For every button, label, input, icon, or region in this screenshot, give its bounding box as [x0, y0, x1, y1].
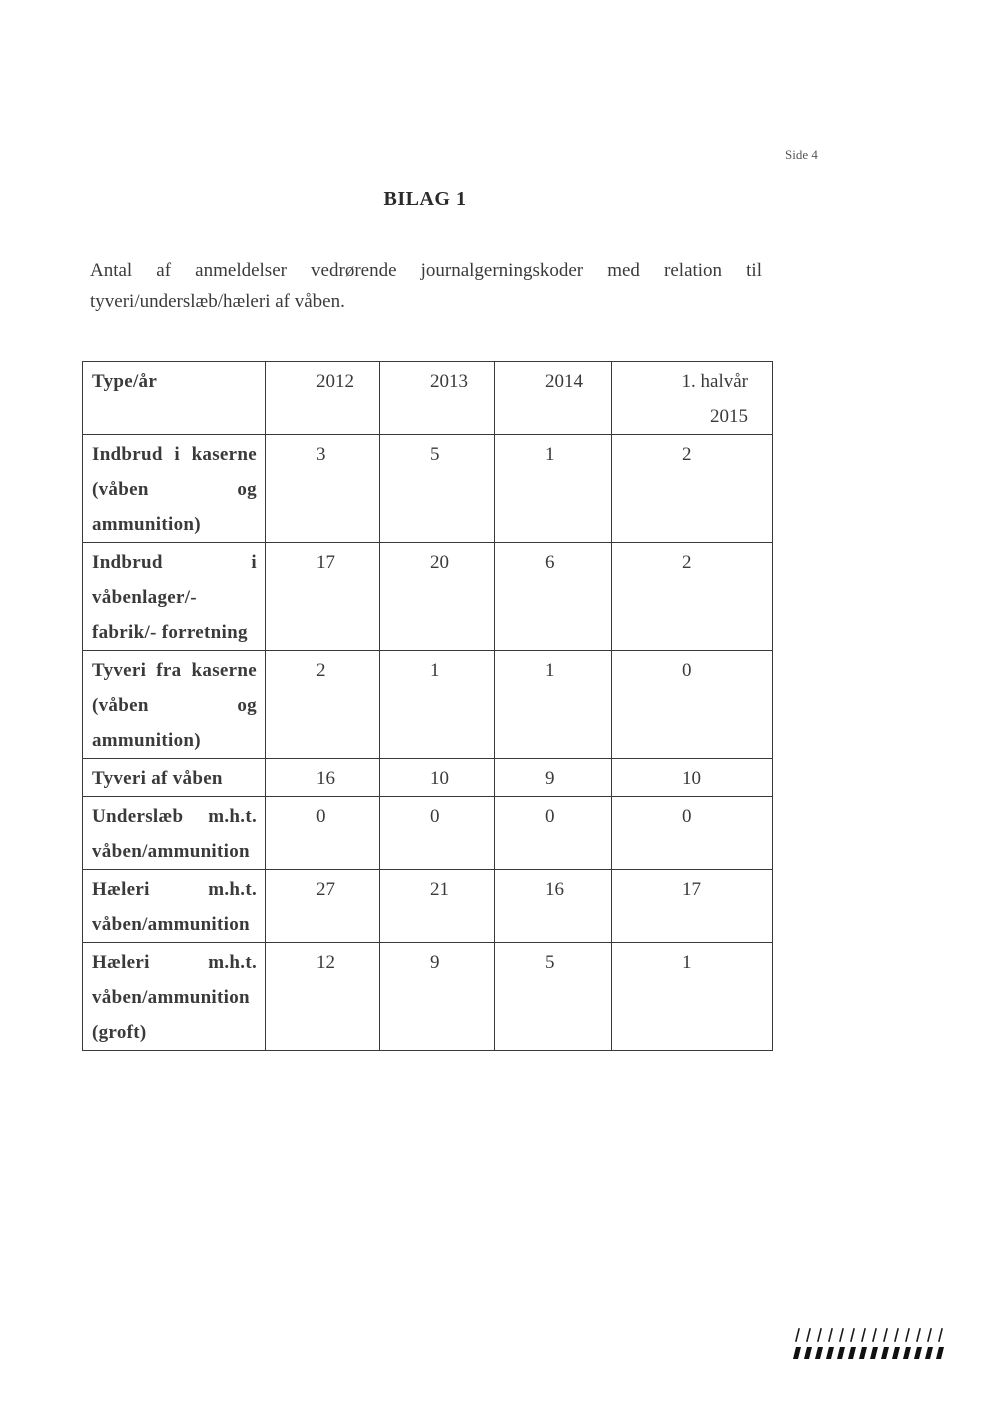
row-value-2015h1: 17: [612, 870, 773, 943]
row-value-2014: 1: [495, 435, 612, 543]
row-type: Hæleri m.h.t. våben/ammunition (groft): [83, 943, 266, 1051]
row-value-2013: 20: [380, 543, 495, 651]
header-year-2012: 2012: [266, 362, 380, 435]
row-value-2013: 10: [380, 759, 495, 797]
row-type: Tyveri af våben: [83, 759, 266, 797]
row-value-2014: 0: [495, 797, 612, 870]
row-type: Indbrud i våbenlager/- fabrik/- forretning: [83, 543, 266, 651]
row-value-2012: 12: [266, 943, 380, 1051]
row-type: Indbrud i kaserne (våben og ammunition): [83, 435, 266, 543]
row-value-2015h1: 2: [612, 543, 773, 651]
row-value-2012: 0: [266, 797, 380, 870]
row-value-2014: 16: [495, 870, 612, 943]
row-value-2012: 17: [266, 543, 380, 651]
statistics-table: [82, 361, 773, 1051]
table-row: [83, 651, 773, 759]
row-value-2012: 2: [266, 651, 380, 759]
header-year-2013: 2013: [380, 362, 495, 435]
table-row: [83, 543, 773, 651]
header-type-label: Type/år: [83, 362, 266, 435]
row-value-2012: 27: [266, 870, 380, 943]
scan-marker-stamp: [790, 1327, 950, 1363]
intro-paragraph: Antal af anmeldelser vedrørende journalgerningskoder med relation til tyveri/underslæb/hæleri af våben.: [90, 260, 762, 312]
row-value-2013: 1: [380, 651, 495, 759]
table-row: [83, 759, 773, 797]
row-value-2013: 21: [380, 870, 495, 943]
row-type: Underslæb m.h.t. våben/ammunition: [83, 797, 266, 870]
table-row: [83, 943, 773, 1051]
row-value-2014: 9: [495, 759, 612, 797]
document-heading: BILAG 1: [383, 188, 467, 210]
table-header-row: [83, 362, 773, 435]
row-value-2014: 5: [495, 943, 612, 1051]
table-row: [83, 435, 773, 543]
row-value-2015h1: 1: [612, 943, 773, 1051]
header-half-year-line2: 2015: [710, 406, 748, 427]
row-value-2013: 0: [380, 797, 495, 870]
table-row: [83, 870, 773, 943]
page-number: Side 4: [785, 147, 818, 162]
row-value-2015h1: 0: [612, 797, 773, 870]
table-row: [83, 797, 773, 870]
row-value-2015h1: 2: [612, 435, 773, 543]
header-half-year-line1: 1. halvår: [681, 371, 748, 392]
row-value-2012: 16: [266, 759, 380, 797]
row-value-2014: 6: [495, 543, 612, 651]
row-type: Hæleri m.h.t. våben/ammunition: [83, 870, 266, 943]
row-value-2014: 1: [495, 651, 612, 759]
header-half-year: [612, 362, 773, 435]
row-value-2015h1: 10: [612, 759, 773, 797]
row-value-2015h1: 0: [612, 651, 773, 759]
row-value-2013: 5: [380, 435, 495, 543]
row-value-2012: 3: [266, 435, 380, 543]
row-type: Tyveri fra kaserne (våben og ammunition): [83, 651, 266, 759]
header-year-2014: 2014: [495, 362, 612, 435]
row-value-2013: 9: [380, 943, 495, 1051]
